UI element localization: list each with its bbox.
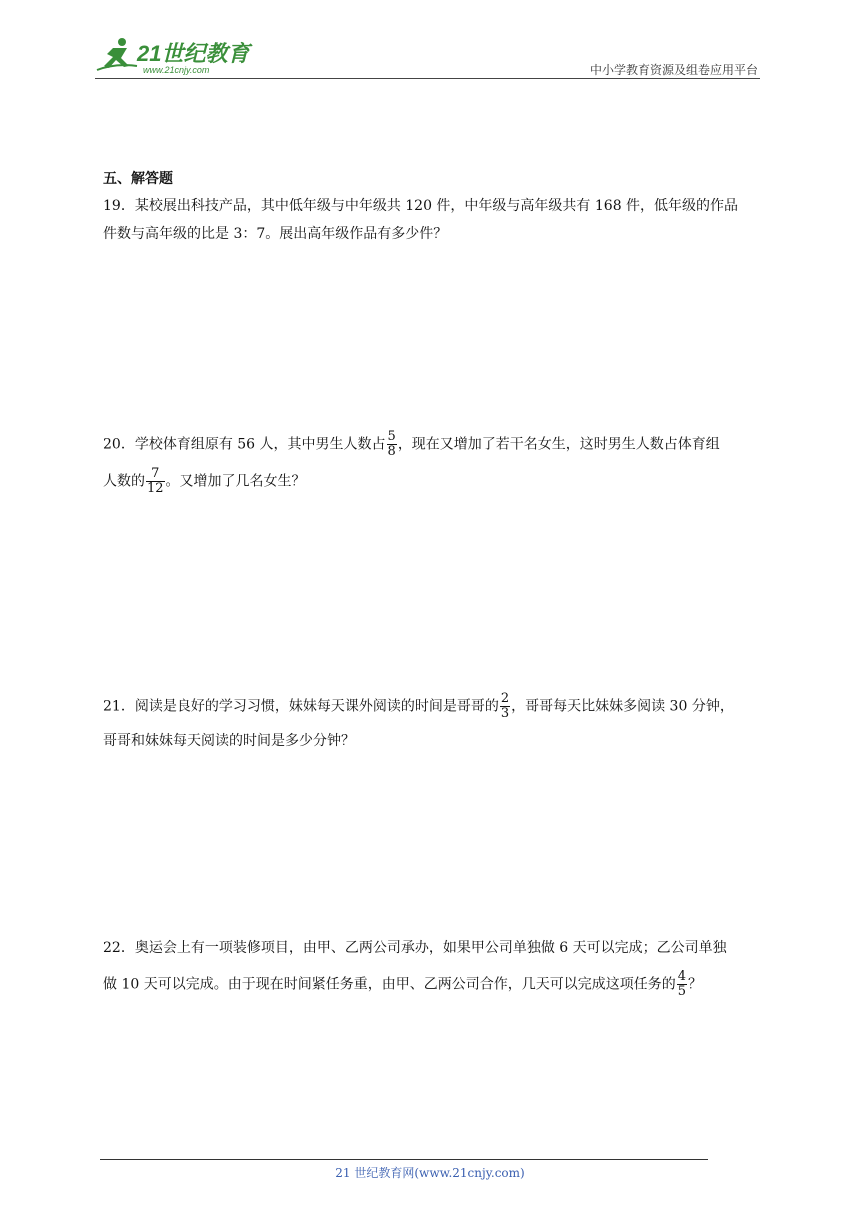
question-22-line-1: 22．奥运会上有一项装修项目，由甲、乙两公司承办，如果甲公司单独做 6 天可以完成；乙公司单独 — [103, 940, 727, 956]
question-19-line-2: 件数与高年级的比是 3：7。展出高年级作品有多少件？ — [103, 226, 448, 242]
fraction-7-12 — [146, 467, 165, 496]
question-22 — [103, 938, 763, 999]
fraction-denominator: 12 — [147, 481, 164, 496]
logo-text: 21世纪教育 — [137, 41, 250, 66]
fraction-denominator: 3 — [500, 706, 510, 721]
fraction-denominator: 8 — [387, 444, 396, 459]
platform-name: 中小学教育资源及组卷应用平台 — [589, 63, 758, 77]
fraction-4-5 — [677, 970, 687, 999]
question-20 — [103, 430, 763, 496]
question-20-line-1 — [103, 430, 763, 459]
fraction-numerator: 7 — [146, 467, 165, 482]
fraction-5-8 — [387, 430, 397, 459]
question-21-text-a: 21．阅读是良好的学习习惯，妹妹每天课外阅读的时间是哥哥的 — [103, 698, 499, 715]
section-title: 五、解答题 — [103, 171, 173, 187]
fraction-numerator: 5 — [387, 429, 396, 444]
question-19-line-1: 19．某校展出科技产品，其中低年级与中年级共 120 件，中年级与高年级共有 168 件，低年级的作品 — [103, 198, 739, 214]
fraction-numerator: 2 — [500, 691, 510, 706]
logo-url: www.21cnjy.com — [143, 65, 210, 75]
question-21-line-1 — [103, 692, 763, 721]
question-20-text-c: 人数的 — [103, 473, 145, 490]
question-21-text-b: ，哥哥每天比妹妹多阅读 30 分钟， — [511, 698, 734, 715]
logo-swoosh — [97, 65, 137, 70]
fraction-2-3 — [500, 692, 510, 721]
question-20-line-2 — [103, 467, 763, 496]
fraction-numerator: 4 — [677, 969, 686, 984]
question-20-text-a: 20．学校体育组原有 56 人，其中男生人数占 — [103, 436, 386, 453]
question-22-text-a: 做 10 天可以完成。由于现在时间紧任务重，由甲、乙两公司合作，几天可以完成这项任务的 — [103, 976, 676, 993]
footer-link[interactable]: 21 世纪教育网(www.21cnjy.com) — [335, 1166, 525, 1180]
question-19 — [103, 196, 763, 244]
question-22-text-b: ？ — [688, 976, 702, 993]
logo-runner-head — [118, 38, 126, 46]
question-21 — [103, 692, 763, 751]
fraction-denominator: 5 — [677, 984, 686, 999]
question-20-text-b: ，现在又增加了若干名女生，这时男生人数占体育组 — [397, 436, 720, 453]
header-divider — [95, 78, 760, 79]
question-22-line-2 — [103, 970, 763, 999]
footer-divider — [100, 1159, 708, 1160]
logo-graphic — [95, 36, 255, 76]
page-header — [95, 36, 760, 80]
question-20-text-d: 。又增加了几名女生？ — [165, 473, 306, 490]
question-21-line-2: 哥哥和妹妹每天阅读的时间是多少分钟？ — [103, 733, 355, 749]
site-logo — [95, 36, 255, 76]
